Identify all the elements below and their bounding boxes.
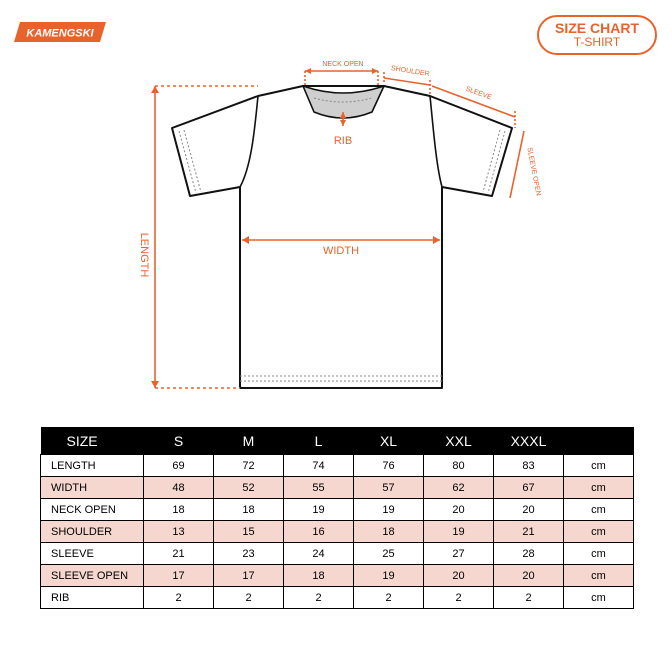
unit-cell: cm: [564, 521, 634, 543]
table-cell: 2: [144, 587, 214, 609]
table-row-rib: [41, 587, 634, 609]
table-cell: 83: [494, 455, 564, 477]
table-row-sleeve-open: [41, 565, 634, 587]
row-label: NECK OPEN: [41, 499, 144, 521]
table-cell: 18: [284, 565, 354, 587]
label-sleeve-open: SLEEVE OPEN: [525, 146, 542, 197]
table-cell: 19: [284, 499, 354, 521]
table-cell: 52: [214, 477, 284, 499]
table-cell: 69: [144, 455, 214, 477]
table-cell: 20: [424, 499, 494, 521]
unit-cell: cm: [564, 477, 634, 499]
table-cell: 2: [214, 587, 284, 609]
table-cell: 2: [424, 587, 494, 609]
table-cell: 80: [424, 455, 494, 477]
table-cell: 62: [424, 477, 494, 499]
table-header-row: [41, 427, 634, 455]
badge-subtitle: T-SHIRT: [573, 35, 621, 49]
header-size-m: M: [214, 427, 284, 455]
header-size-xl: XL: [354, 427, 424, 455]
header-size-xxl: XXL: [424, 427, 494, 455]
unit-cell: cm: [564, 543, 634, 565]
table-cell: 15: [214, 521, 284, 543]
table-row-width: [41, 477, 634, 499]
row-label: SHOULDER: [41, 521, 144, 543]
table-cell: 17: [144, 565, 214, 587]
label-sleeve: SLEEVE: [464, 85, 493, 102]
unit-cell: cm: [564, 455, 634, 477]
header-unit: [564, 427, 634, 455]
unit-cell: cm: [564, 587, 634, 609]
size-table: [40, 427, 634, 609]
table-cell: 23: [214, 543, 284, 565]
label-rib: RIB: [333, 135, 353, 147]
row-label: SLEEVE OPEN: [41, 565, 144, 587]
table-cell: 2: [284, 587, 354, 609]
table-row-neck-open: [41, 499, 634, 521]
table-cell: 20: [494, 499, 564, 521]
brand-logo-text: KAMENGSKI: [26, 27, 94, 40]
table-cell: 21: [494, 521, 564, 543]
table-cell: 18: [214, 499, 284, 521]
table-cell: 19: [354, 565, 424, 587]
table-cell: 72: [214, 455, 284, 477]
table-cell: 20: [424, 565, 494, 587]
table-cell: 19: [424, 521, 494, 543]
label-width: WIDTH: [322, 245, 360, 257]
table-cell: 25: [354, 543, 424, 565]
label-length: LENGTH: [138, 232, 150, 278]
header-size: SIZE: [41, 427, 144, 455]
table-cell: 2: [354, 587, 424, 609]
table-cell: 55: [284, 477, 354, 499]
table-cell: 18: [354, 521, 424, 543]
table-cell: 18: [144, 499, 214, 521]
table-row-shoulder: [41, 521, 634, 543]
table-cell: 48: [144, 477, 214, 499]
row-label: SLEEVE: [41, 543, 144, 565]
unit-cell: cm: [564, 499, 634, 521]
table-row-length: [41, 455, 634, 477]
table-cell: 16: [284, 521, 354, 543]
table-cell: 17: [214, 565, 284, 587]
tshirt-outline: [172, 86, 512, 388]
table-cell: 2: [494, 587, 564, 609]
label-neck-open: NECK OPEN: [322, 61, 364, 68]
table-cell: 20: [494, 565, 564, 587]
badge-title: SIZE CHART: [555, 20, 639, 36]
table-cell: 13: [144, 521, 214, 543]
table-cell: 74: [284, 455, 354, 477]
table-cell: 28: [494, 543, 564, 565]
table-cell: 57: [354, 477, 424, 499]
row-label: LENGTH: [41, 455, 144, 477]
label-shoulder: SHOULDER: [390, 65, 430, 79]
header-size-l: L: [284, 427, 354, 455]
table-cell: 76: [354, 455, 424, 477]
header-size-s: S: [144, 427, 214, 455]
table-cell: 19: [354, 499, 424, 521]
table-cell: 67: [494, 477, 564, 499]
unit-cell: cm: [564, 565, 634, 587]
table-cell: 21: [144, 543, 214, 565]
table-cell: 27: [424, 543, 494, 565]
table-row-sleeve: [41, 543, 634, 565]
row-label: RIB: [41, 587, 144, 609]
row-label: WIDTH: [41, 477, 144, 499]
header-size-xxxl: XXXL: [494, 427, 564, 455]
table-cell: 24: [284, 543, 354, 565]
